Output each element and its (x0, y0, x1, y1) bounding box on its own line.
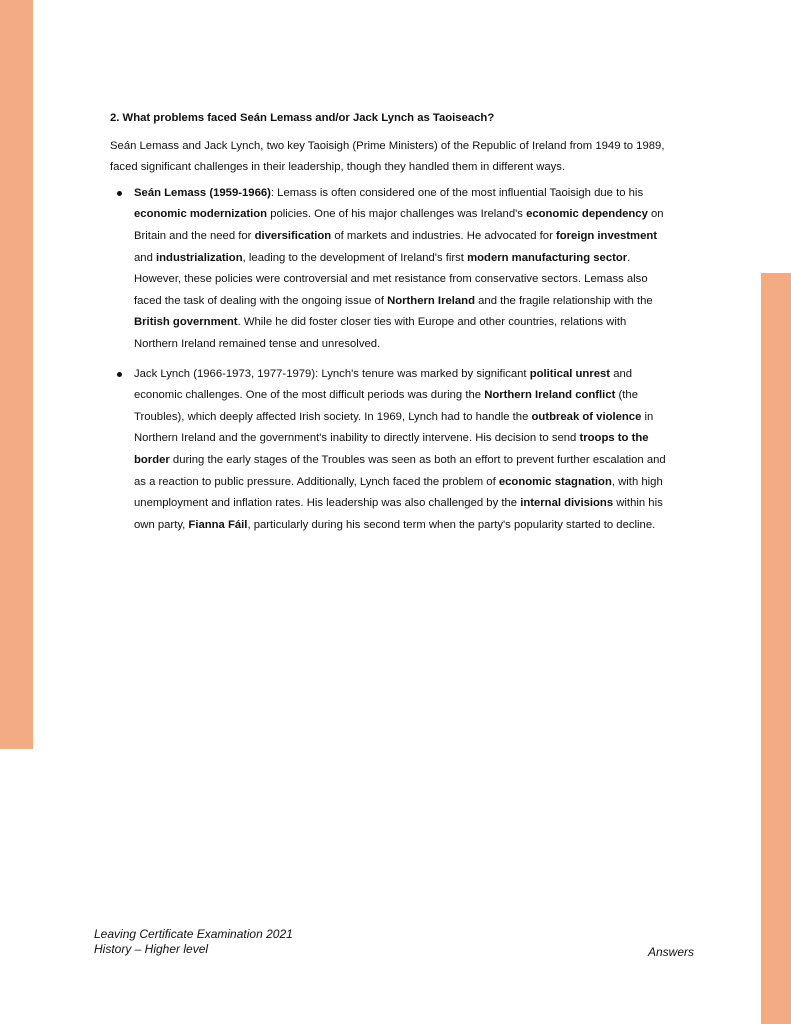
text-run: , with high unemployment and inflation rates. His leadership was also challenged by the (134, 475, 663, 510)
lemass-heading: Seán Lemass (1959-1966) (134, 186, 271, 199)
text-run: (the Troubles), which deeply affected Irish society. In 1969, Lynch had to handle the (134, 389, 638, 423)
text-run: , leading to the development of Ireland's first (242, 251, 468, 264)
list-item-lemass (110, 183, 670, 356)
text-run: in Northern Ireland and the government's inability to directly intervene. His decision to send (134, 410, 654, 445)
footer-exam-info (94, 927, 293, 957)
right-accent-bar (761, 273, 791, 1024)
bold-term: Northern Ireland (387, 294, 475, 307)
bullet-icon (117, 191, 122, 196)
bold-term: British government (134, 316, 238, 329)
text-run: . However, these policies were controversial and met resistance from conservative sectors. Lemass also faced the task of dealing with the ongoing issue of (134, 251, 648, 307)
text-run: . While he did foster closer ties with Europe and other countries, relations with Northern Ireland remained tense and unresolved. (134, 316, 627, 350)
question-heading: 2. What problems faced Seán Lemass and/or Jack Lynch as Taoiseach? (110, 112, 495, 124)
text-run: and economic challenges. One of the most difficult periods was during the (134, 367, 633, 402)
bold-term: political unrest (529, 367, 611, 380)
text-run: and the fragile relationship with the (474, 294, 653, 307)
bold-term: modern manufacturing sector (467, 251, 628, 264)
text-run: : Lynch's tenure was marked by significant (315, 367, 530, 380)
intro-paragraph: Seán Lemass and Jack Lynch, two key Taoisigh (Prime Ministers) of the Republic of Ireland from 1949 to 1989, faced significant challenges in their leadership, though they handled them in different ways. (110, 139, 665, 174)
bold-term: troops to the border (134, 432, 649, 466)
footer-subject: History – Higher level (94, 942, 209, 956)
bold-term: outbreak of violence (531, 410, 642, 423)
footer-exam-title: Leaving Certificate Examination 2021 (94, 927, 293, 941)
lynch-heading: Jack Lynch (1966-1973, 1977-1979) (134, 367, 316, 380)
footer-section-label: Answers (648, 945, 695, 959)
answer-list (110, 183, 670, 537)
text-run: within his own party, (134, 497, 663, 531)
bold-term: economic dependency (526, 208, 648, 221)
bold-term: foreign investment (555, 229, 658, 242)
text-run: and (134, 251, 156, 264)
bold-term: Northern Ireland conflict (484, 389, 616, 402)
answer-content (110, 108, 670, 544)
bold-term: diversification (254, 229, 332, 242)
text-run: policies. One of his major challenges was Ireland's (267, 208, 527, 221)
bold-term: Fianna Fáil (188, 518, 248, 531)
bullet-icon (117, 372, 122, 377)
bold-term: economic stagnation (498, 475, 612, 488)
text-run: of markets and industries. He advocated for (331, 229, 556, 242)
text-run: on Britain and the need for (134, 208, 664, 242)
left-accent-bar (0, 0, 33, 749)
bold-term: internal divisions (520, 497, 614, 510)
bold-term: industrialization (156, 251, 243, 264)
text-run: during the early stages of the Troubles was seen as both an effort to prevent further escalation and as a reaction to public pressure. Additionally, Lynch faced the problem of (134, 453, 666, 488)
text-run: , particularly during his second term when the party's popularity started to decline. (247, 518, 656, 531)
list-item-lynch (110, 364, 670, 537)
text-run: : Lemass is often considered one of the most influential Taoisigh due to his (270, 186, 644, 199)
bold-term: economic modernization (134, 208, 268, 221)
